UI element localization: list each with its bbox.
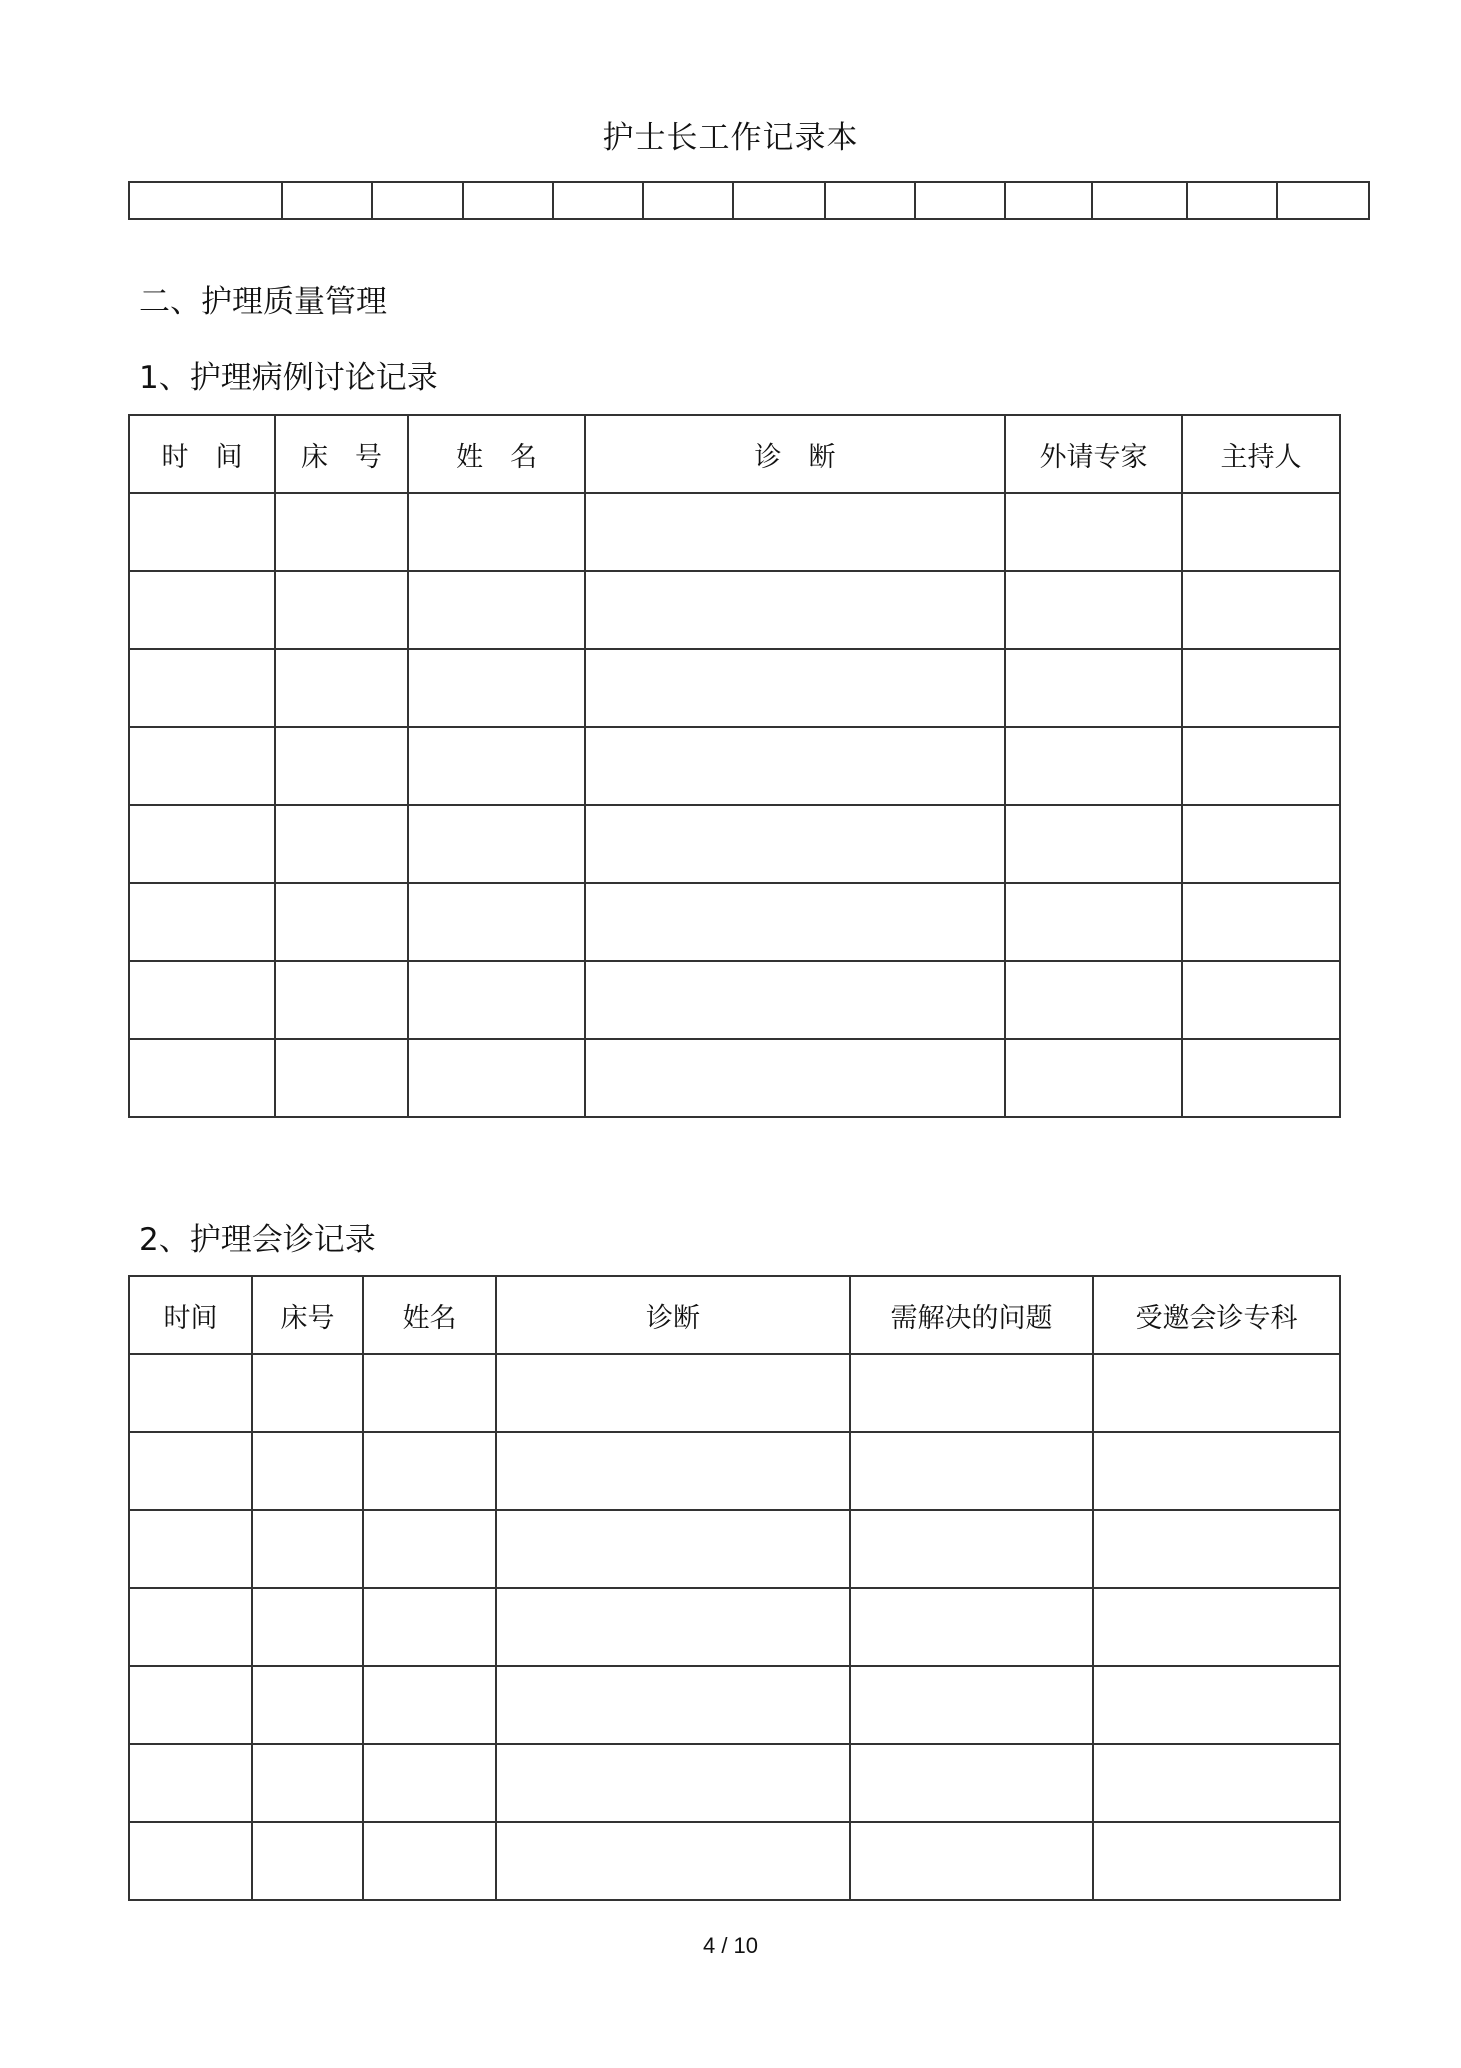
table-cell[interactable] bbox=[363, 1744, 496, 1822]
table-cell[interactable] bbox=[363, 1510, 496, 1588]
case-discussion-body bbox=[129, 493, 1340, 1117]
table-cell[interactable] bbox=[585, 1039, 1005, 1117]
table-cell[interactable] bbox=[1182, 649, 1340, 727]
table-cell[interactable] bbox=[275, 1039, 408, 1117]
table-cell[interactable] bbox=[275, 649, 408, 727]
header-strip-cell[interactable] bbox=[553, 182, 643, 219]
table-cell[interactable] bbox=[585, 961, 1005, 1039]
header-strip-cell[interactable] bbox=[463, 182, 553, 219]
table-cell[interactable] bbox=[408, 493, 585, 571]
header-strip-cell[interactable] bbox=[1005, 182, 1092, 219]
table-cell[interactable] bbox=[129, 649, 275, 727]
table-cell[interactable] bbox=[1182, 805, 1340, 883]
table-cell[interactable] bbox=[129, 883, 275, 961]
table-row bbox=[129, 1588, 1340, 1666]
table-row bbox=[129, 883, 1340, 961]
table-cell[interactable] bbox=[252, 1588, 363, 1666]
table-cell[interactable] bbox=[363, 1666, 496, 1744]
table-cell[interactable] bbox=[275, 727, 408, 805]
table-cell[interactable] bbox=[585, 571, 1005, 649]
table-cell[interactable] bbox=[408, 883, 585, 961]
table-cell[interactable] bbox=[129, 805, 275, 883]
table-cell[interactable] bbox=[408, 727, 585, 805]
table-cell[interactable] bbox=[252, 1744, 363, 1822]
table-cell[interactable] bbox=[850, 1744, 1093, 1822]
table-cell[interactable] bbox=[129, 493, 275, 571]
table-cell[interactable] bbox=[585, 649, 1005, 727]
table-row bbox=[129, 571, 1340, 649]
table-cell[interactable] bbox=[408, 1039, 585, 1117]
table-cell[interactable] bbox=[129, 1354, 252, 1432]
table-cell[interactable] bbox=[129, 571, 275, 649]
table-cell[interactable] bbox=[496, 1354, 850, 1432]
table-cell[interactable] bbox=[129, 1432, 252, 1510]
table-cell[interactable] bbox=[252, 1432, 363, 1510]
column-header-time: 时 间 bbox=[129, 415, 275, 493]
table-cell[interactable] bbox=[496, 1588, 850, 1666]
table-cell[interactable] bbox=[275, 805, 408, 883]
table-cell[interactable] bbox=[275, 883, 408, 961]
table-cell[interactable] bbox=[1093, 1588, 1340, 1666]
table-cell[interactable] bbox=[585, 883, 1005, 961]
table-row bbox=[129, 649, 1340, 727]
table-row bbox=[129, 727, 1340, 805]
table-row bbox=[129, 1432, 1340, 1510]
table-cell[interactable] bbox=[1005, 649, 1182, 727]
table-cell[interactable] bbox=[1005, 961, 1182, 1039]
column-header-name: 姓 名 bbox=[408, 415, 585, 493]
table-cell[interactable] bbox=[275, 961, 408, 1039]
table-cell[interactable] bbox=[496, 1432, 850, 1510]
table-row bbox=[129, 1039, 1340, 1117]
header-strip-row bbox=[129, 182, 1369, 219]
consultation-body bbox=[129, 1354, 1340, 1900]
table-cell[interactable] bbox=[129, 1666, 252, 1744]
table-row bbox=[129, 1510, 1340, 1588]
table-cell[interactable] bbox=[1182, 493, 1340, 571]
column-header-diagnosis: 诊 断 bbox=[585, 415, 1005, 493]
column-header-time: 时间 bbox=[129, 1276, 252, 1354]
column-header-diagnosis: 诊断 bbox=[496, 1276, 850, 1354]
table-cell[interactable] bbox=[252, 1666, 363, 1744]
column-header-invited-department: 受邀会诊专科 bbox=[1093, 1276, 1340, 1354]
table-cell[interactable] bbox=[129, 1588, 252, 1666]
table-cell[interactable] bbox=[129, 961, 275, 1039]
table-cell[interactable] bbox=[1005, 1039, 1182, 1117]
table-cell[interactable] bbox=[1093, 1354, 1340, 1432]
table-cell[interactable] bbox=[252, 1354, 363, 1432]
header-strip-cell[interactable] bbox=[733, 182, 825, 219]
table-cell[interactable] bbox=[850, 1822, 1093, 1900]
table-cell[interactable] bbox=[408, 571, 585, 649]
table-cell[interactable] bbox=[129, 1039, 275, 1117]
table-cell[interactable] bbox=[129, 1822, 252, 1900]
header-strip-cell[interactable] bbox=[129, 182, 282, 219]
column-header-host: 主持人 bbox=[1182, 415, 1340, 493]
table-row bbox=[129, 1822, 1340, 1900]
column-header-bed: 床号 bbox=[252, 1276, 363, 1354]
table-cell[interactable] bbox=[1093, 1666, 1340, 1744]
consultation-title: 2、护理会诊记录 bbox=[139, 1222, 376, 1258]
header-strip-cell[interactable] bbox=[282, 182, 372, 219]
case-discussion-title: 1、护理病例讨论记录 bbox=[139, 360, 438, 396]
table-cell[interactable] bbox=[363, 1354, 496, 1432]
table-cell[interactable] bbox=[129, 1510, 252, 1588]
header-strip-cell[interactable] bbox=[1187, 182, 1277, 219]
table-cell[interactable] bbox=[850, 1666, 1093, 1744]
table-cell[interactable] bbox=[1182, 961, 1340, 1039]
header-strip-cell[interactable] bbox=[372, 182, 463, 219]
column-header-problem: 需解决的问题 bbox=[850, 1276, 1093, 1354]
table-row bbox=[129, 1744, 1340, 1822]
table-cell[interactable] bbox=[408, 805, 585, 883]
table-cell[interactable] bbox=[585, 493, 1005, 571]
header-strip-cell[interactable] bbox=[825, 182, 915, 219]
table-cell[interactable] bbox=[1093, 1510, 1340, 1588]
header-strip-cell[interactable] bbox=[1092, 182, 1187, 219]
table-cell[interactable] bbox=[252, 1822, 363, 1900]
table-header-row bbox=[129, 1276, 1340, 1354]
table-cell[interactable] bbox=[850, 1354, 1093, 1432]
table-cell[interactable] bbox=[850, 1432, 1093, 1510]
table-cell[interactable] bbox=[1005, 883, 1182, 961]
table-cell[interactable] bbox=[496, 1822, 850, 1900]
header-strip-cell[interactable] bbox=[643, 182, 733, 219]
table-row bbox=[129, 1666, 1340, 1744]
table-cell[interactable] bbox=[1005, 571, 1182, 649]
table-cell[interactable] bbox=[585, 805, 1005, 883]
header-strip-cell[interactable] bbox=[1277, 182, 1369, 219]
table-cell[interactable] bbox=[1005, 727, 1182, 805]
column-header-bed: 床 号 bbox=[275, 415, 408, 493]
table-header-row bbox=[129, 415, 1340, 493]
table-cell[interactable] bbox=[1182, 571, 1340, 649]
table-cell[interactable] bbox=[850, 1510, 1093, 1588]
table-cell[interactable] bbox=[363, 1588, 496, 1666]
table-cell[interactable] bbox=[1182, 1039, 1340, 1117]
section-heading: 二、护理质量管理 bbox=[139, 284, 387, 320]
table-cell[interactable] bbox=[1182, 727, 1340, 805]
table-cell[interactable] bbox=[408, 961, 585, 1039]
table-cell[interactable] bbox=[1005, 493, 1182, 571]
column-header-name: 姓名 bbox=[363, 1276, 496, 1354]
table-cell[interactable] bbox=[850, 1588, 1093, 1666]
table-row bbox=[129, 493, 1340, 571]
table-cell[interactable] bbox=[1093, 1744, 1340, 1822]
column-header-external-expert: 外请专家 bbox=[1005, 415, 1182, 493]
table-cell[interactable] bbox=[363, 1432, 496, 1510]
table-row bbox=[129, 961, 1340, 1039]
consultation-table bbox=[128, 1275, 1341, 1901]
page-number: 4 / 10 bbox=[702, 1933, 759, 1958]
case-discussion-table bbox=[128, 414, 1341, 1118]
table-cell[interactable] bbox=[363, 1822, 496, 1900]
table-row bbox=[129, 805, 1340, 883]
header-strip-table bbox=[128, 181, 1370, 220]
table-cell[interactable] bbox=[129, 1744, 252, 1822]
table-row bbox=[129, 1354, 1340, 1432]
table-cell[interactable] bbox=[275, 571, 408, 649]
table-cell[interactable] bbox=[1182, 883, 1340, 961]
table-cell[interactable] bbox=[496, 1510, 850, 1588]
table-cell[interactable] bbox=[496, 1666, 850, 1744]
table-cell[interactable] bbox=[252, 1510, 363, 1588]
page-title: 护士长工作记录本 bbox=[602, 120, 859, 156]
table-cell[interactable] bbox=[1093, 1822, 1340, 1900]
table-cell[interactable] bbox=[408, 649, 585, 727]
table-cell[interactable] bbox=[1005, 805, 1182, 883]
table-cell[interactable] bbox=[585, 727, 1005, 805]
table-cell[interactable] bbox=[1093, 1432, 1340, 1510]
table-cell[interactable] bbox=[129, 727, 275, 805]
table-cell[interactable] bbox=[496, 1744, 850, 1822]
header-strip-cell[interactable] bbox=[915, 182, 1005, 219]
table-cell[interactable] bbox=[275, 493, 408, 571]
